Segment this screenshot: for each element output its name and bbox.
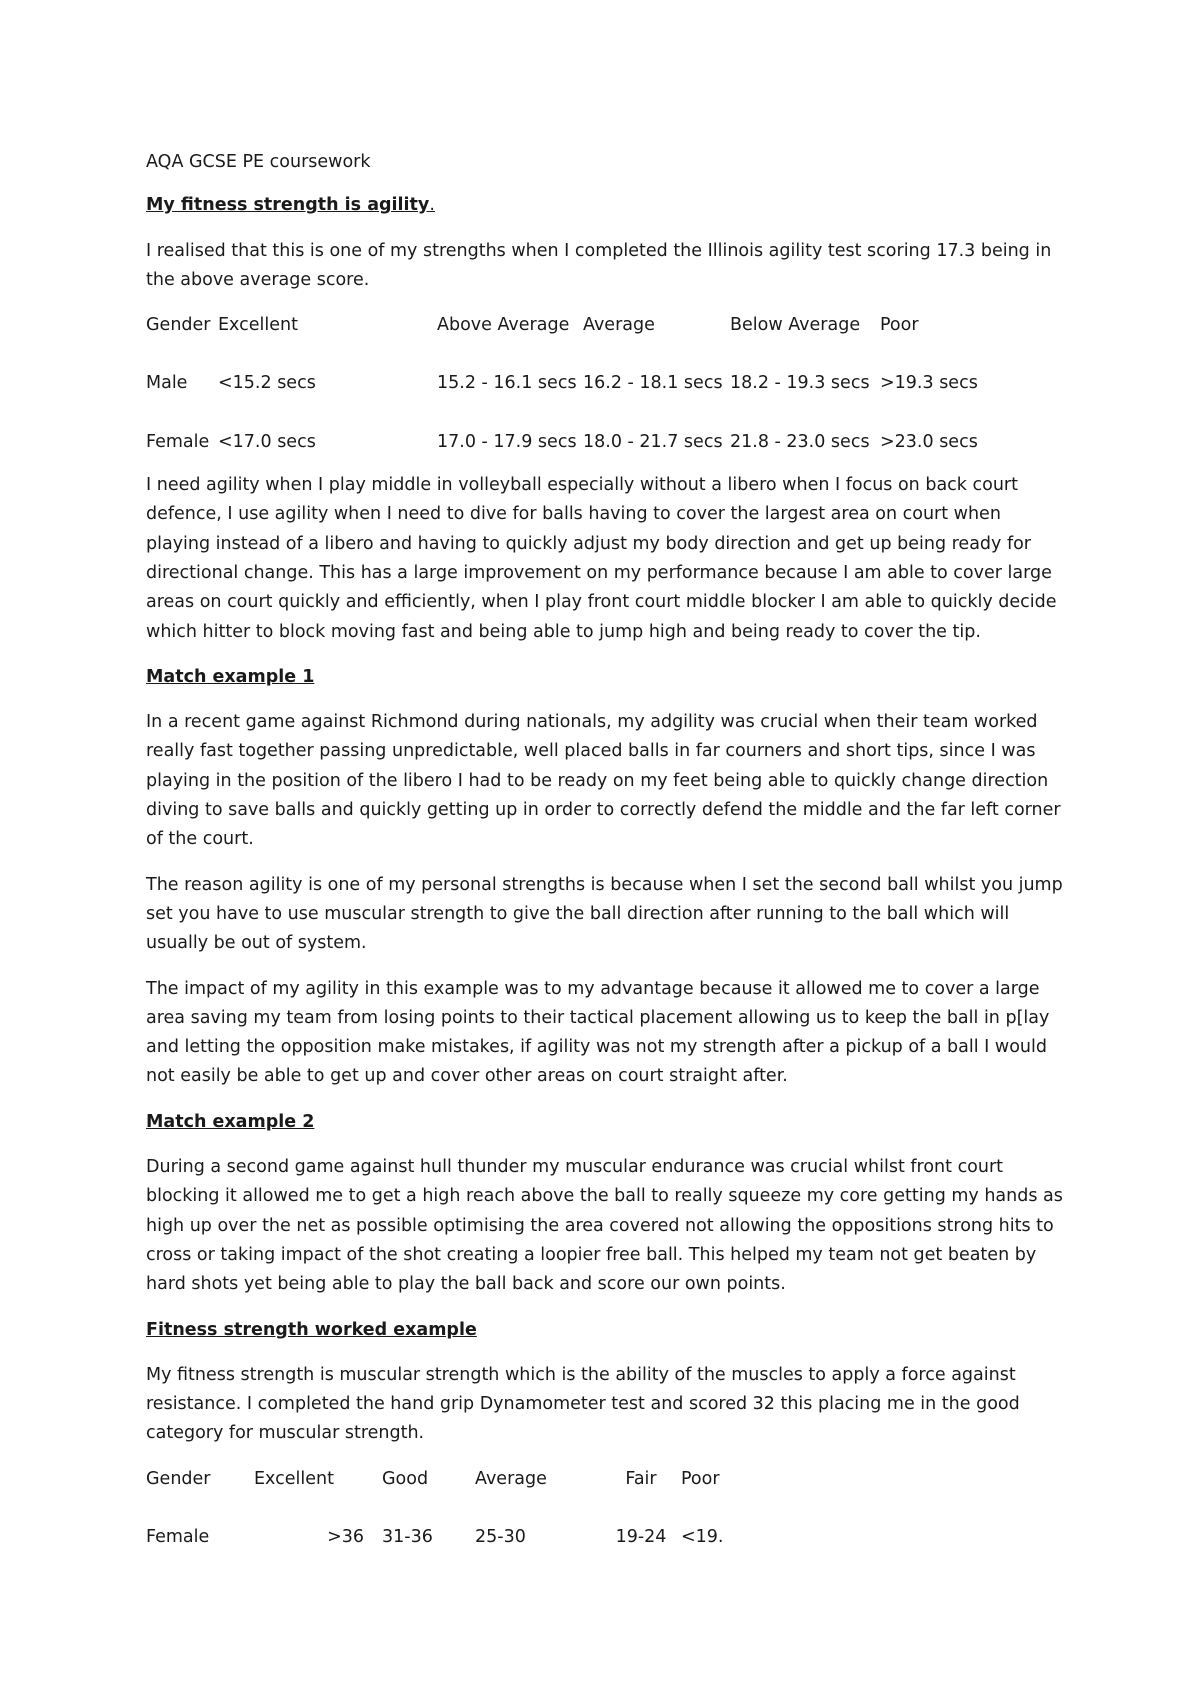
- table-header-cell: Gender: [146, 1468, 211, 1489]
- table-cell: <15.2 secs: [218, 373, 316, 394]
- table-cell: >36: [327, 1526, 364, 1547]
- table-cell: 25-30: [475, 1526, 526, 1547]
- table-header-cell: Fair: [625, 1468, 657, 1489]
- table-cell: Female: [146, 431, 210, 452]
- table-cell: <19.: [681, 1526, 724, 1547]
- table-header-cell: Below Average: [730, 315, 861, 336]
- table-cell: 18.0 - 21.7 secs: [583, 431, 723, 452]
- heading-agility-suffix: .: [429, 195, 435, 216]
- table-header-cell: Good: [382, 1468, 429, 1489]
- table-cell: 17.0 - 17.9 secs: [437, 431, 577, 452]
- heading-agility: [146, 191, 1066, 220]
- table-header-cell: Excellent: [254, 1468, 334, 1489]
- table-header-cell: Average: [583, 315, 655, 336]
- document-title: AQA GCSE PE coursework: [146, 152, 371, 172]
- table-cell: 16.2 - 18.1 secs: [583, 373, 723, 394]
- table-header-cell: Gender: [146, 315, 211, 336]
- table-cell: 31-36: [382, 1526, 433, 1547]
- grip-table-header: [146, 1465, 741, 1494]
- paragraph-impact: The impact of my agility in this example was to my advantage because it allowed me to cover a large area saving my team from losing points to their tactical placement allowing us to keep the ball in p[lay and letting the opposition make mistakes, if agility was not my strength after a pickup of a ball I would not easily be able to get up and cover other areas on court straight after.: [146, 978, 1050, 1087]
- table-cell: <17.0 secs: [218, 431, 316, 452]
- heading-match-example-1: Match example 1: [146, 666, 315, 687]
- table-cell: 21.8 - 23.0 secs: [730, 431, 870, 452]
- document-body: [146, 148, 1066, 1552]
- grip-table: [146, 1465, 741, 1553]
- paragraph-match-example-2: During a second game against hull thunder my muscular endurance was crucial whilst front court blocking it allowed me to get a high reach above the ball to really squeeze my core getting my hands as high up over the net as possible optimising the area covered not allowing the oppositions strong hits to cross or taking impact of the shot creating a loopier free ball. This helped my team not get beaten by hard shots yet being able to play the ball back and score our own points.: [146, 1157, 1063, 1295]
- heading-match-example-2: Match example 2: [146, 1111, 315, 1132]
- table-spacer-cell: [146, 399, 978, 428]
- table-row: [146, 369, 978, 398]
- table-cell: 18.2 - 19.3 secs: [730, 373, 870, 394]
- table-header-cell: Poor: [880, 315, 919, 336]
- table-cell: >19.3 secs: [880, 373, 978, 394]
- table-row: [146, 1523, 741, 1552]
- spacer: [146, 457, 1066, 471]
- table-header-cell: Excellent: [218, 315, 298, 336]
- paragraph-worked-example: My fitness strength is muscular strength which is the ability of the muscles to apply a force against resistance. I completed the hand grip Dynamometer test and scored 32 this placing me in the good category for muscular strength.: [146, 1364, 1020, 1444]
- table-spacer: [146, 399, 978, 428]
- agility-table: [146, 311, 978, 457]
- table-spacer-cell: [146, 340, 978, 369]
- paragraph-realised: I realised that this is one of my strengths when I completed the Illinois agility test scoring 17.3 being in the above average score.: [146, 240, 1052, 290]
- table-cell: Male: [146, 373, 188, 394]
- table-header-cell: Poor: [681, 1468, 720, 1489]
- table-header-cell: Average: [475, 1468, 547, 1489]
- table-row: [146, 428, 978, 457]
- table-cell: >23.0 secs: [880, 431, 978, 452]
- heading-worked-example: Fitness strength worked example: [146, 1319, 477, 1340]
- table-spacer-cell: [146, 1494, 741, 1523]
- paragraph-match-example-1: In a recent game against Richmond during nationals, my adgility was crucial when their team worked really fast together passing unpredictable, well placed balls in far courners and short tips, since I was playing in the position of the libero I had to be ready on my feet being able to quickly change direction diving to save balls and quickly getting up in order to correctly defend the middle and the far left corner of the court.: [146, 712, 1061, 850]
- table-cell: Female: [146, 1526, 210, 1547]
- heading-agility-text: My fitness strength is agility: [146, 195, 430, 216]
- table-cell: 15.2 - 16.1 secs: [437, 373, 577, 394]
- table-header-cell: Above Average: [437, 315, 570, 336]
- table-spacer: [146, 1494, 741, 1523]
- table-cell: 19-24: [615, 1526, 667, 1547]
- agility-table-header: [146, 311, 978, 340]
- table-spacer: [146, 340, 978, 369]
- paragraph-need-agility: I need agility when I play middle in volleyball especially without a libero when I focus on back court defence, I use agility when I need to dive for balls having to cover the largest area on court when playing instead of a libero and having to quickly adjust my body direction and get up being ready for directional change. This has a large improvement on my performance because I am able to cover large areas on court quickly and efficiently, when I play front court middle blocker I am able to quickly decide which hitter to block moving fast and being able to jump high and being ready to cover the tip.: [146, 475, 1057, 642]
- paragraph-reason: The reason agility is one of my personal strengths is because when I set the second ball whilst you jump set you have to use muscular strength to give the ball direction after running to the ball which will usually be out of system.: [146, 874, 1063, 954]
